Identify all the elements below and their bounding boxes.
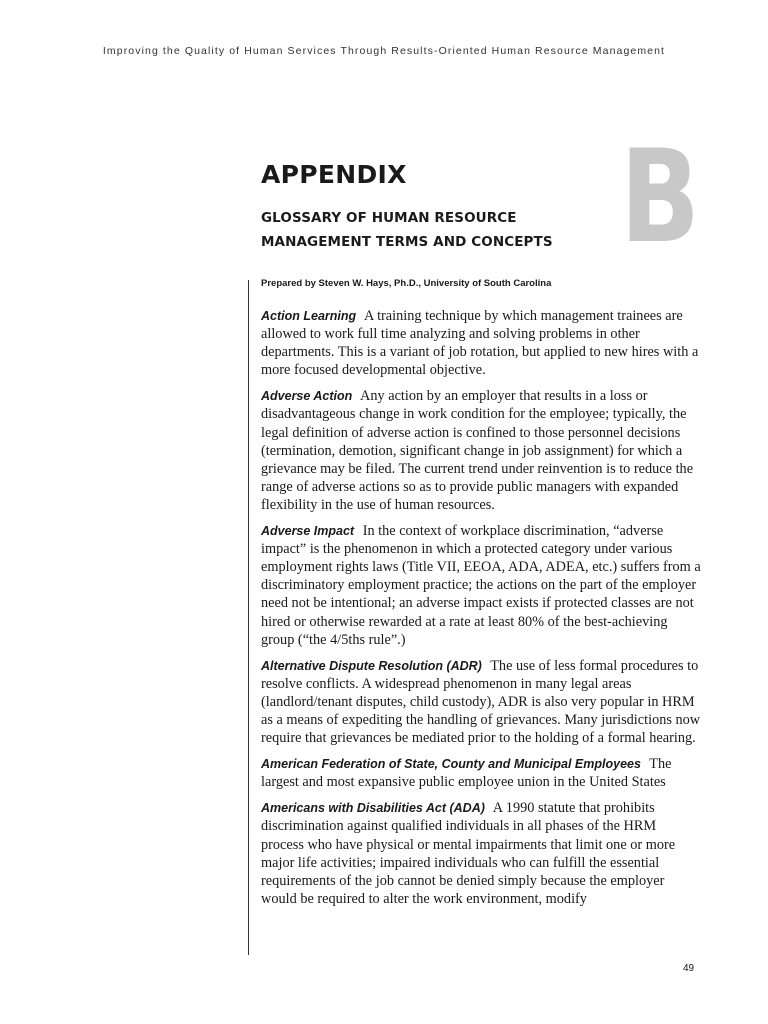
- running-header: Improving the Quality of Human Services Through Results-Oriented Human Resource Management: [102, 45, 666, 57]
- glossary-term: Americans with Disabilities Act (ADA): [261, 801, 485, 816]
- glossary-definition: The use of less formal procedures to resolve conflicts. A widespread phenomenon in many legal areas (landlord/tenant disputes, child custody), ADR is also very popular in HRM as a means of expediting the handling of grievances. Many jurisdictions now require that grievances be mediated prior to the holding of a formal hearing.: [261, 657, 701, 747]
- glossary-definition: The largest and most expansive public employee union in the United States: [261, 756, 672, 791]
- glossary-definition: A 1990 statute that prohibits discrimination against qualified individuals in all phases of the HRM process who have physical or mental impairments that limit one or more major life activities; impaired individuals who can fulfill the essential requirements of the job cannot be denied simply because the employer would be required to alter the work environment, modify: [261, 800, 676, 907]
- glossary-entry: [261, 387, 701, 514]
- glossary-entry: [261, 799, 701, 908]
- page-number: 49: [683, 963, 695, 974]
- glossary-subtitle: [261, 206, 553, 254]
- glossary-term: Action Learning: [261, 309, 357, 323]
- appendix-letter: B: [620, 123, 701, 272]
- glossary-entry: [261, 657, 701, 747]
- glossary-term: Adverse Impact: [261, 524, 355, 539]
- glossary-definition: In the context of workplace discrimination, “adverse impact” is the phenomenon in which a protected category under various employment rights laws (Title VII, EEOA, ADA, ADEA, etc.) suffers from a discriminatory employment practice; the actions on the part of the employer need not be intentional; an adverse impact exists if protected classes are not hired or otherwise rewarded at a rate at least 80% of the best-achieving group (“the 4/5ths rule”.): [261, 523, 701, 648]
- subtitle-line-2: MANAGEMENT TERMS AND CONCEPTS: [261, 234, 553, 250]
- glossary-term: Adverse Action: [261, 389, 353, 404]
- vertical-rule: [248, 280, 249, 955]
- glossary-definition: A training technique by which management trainees are allowed to work full time analyzing and solving problems in other departments. This is a variant of job rotation, but applied to new hires with a more focused developmental objective.: [261, 308, 699, 379]
- glossary-entries: [261, 307, 701, 916]
- author-credit: Prepared by Steven W. Hays, Ph.D., University of South Carolina: [261, 278, 552, 289]
- glossary-entry: [261, 307, 701, 379]
- appendix-title: APPENDIX: [261, 160, 407, 189]
- glossary-entry: [261, 755, 701, 791]
- glossary-term: American Federation of State, County and Municipal Employees: [261, 757, 641, 772]
- glossary-entry: [261, 522, 701, 649]
- subtitle-line-1: GLOSSARY OF HUMAN RESOURCE: [261, 210, 517, 226]
- glossary-term: Alternative Dispute Resolution (ADR): [261, 658, 482, 673]
- glossary-definition: Any action by an employer that results in a loss or disadvantageous change in work condition for the employee; typically, the legal definition of adverse action is confined to those personnel decisions (termination, demotion, significant change in job assignment) for which a grievance may be filed. The current trend under reinvention is to reduce the range of adverse actions so as to provide public managers with expanded flexibility in the use of human resources.: [261, 388, 694, 513]
